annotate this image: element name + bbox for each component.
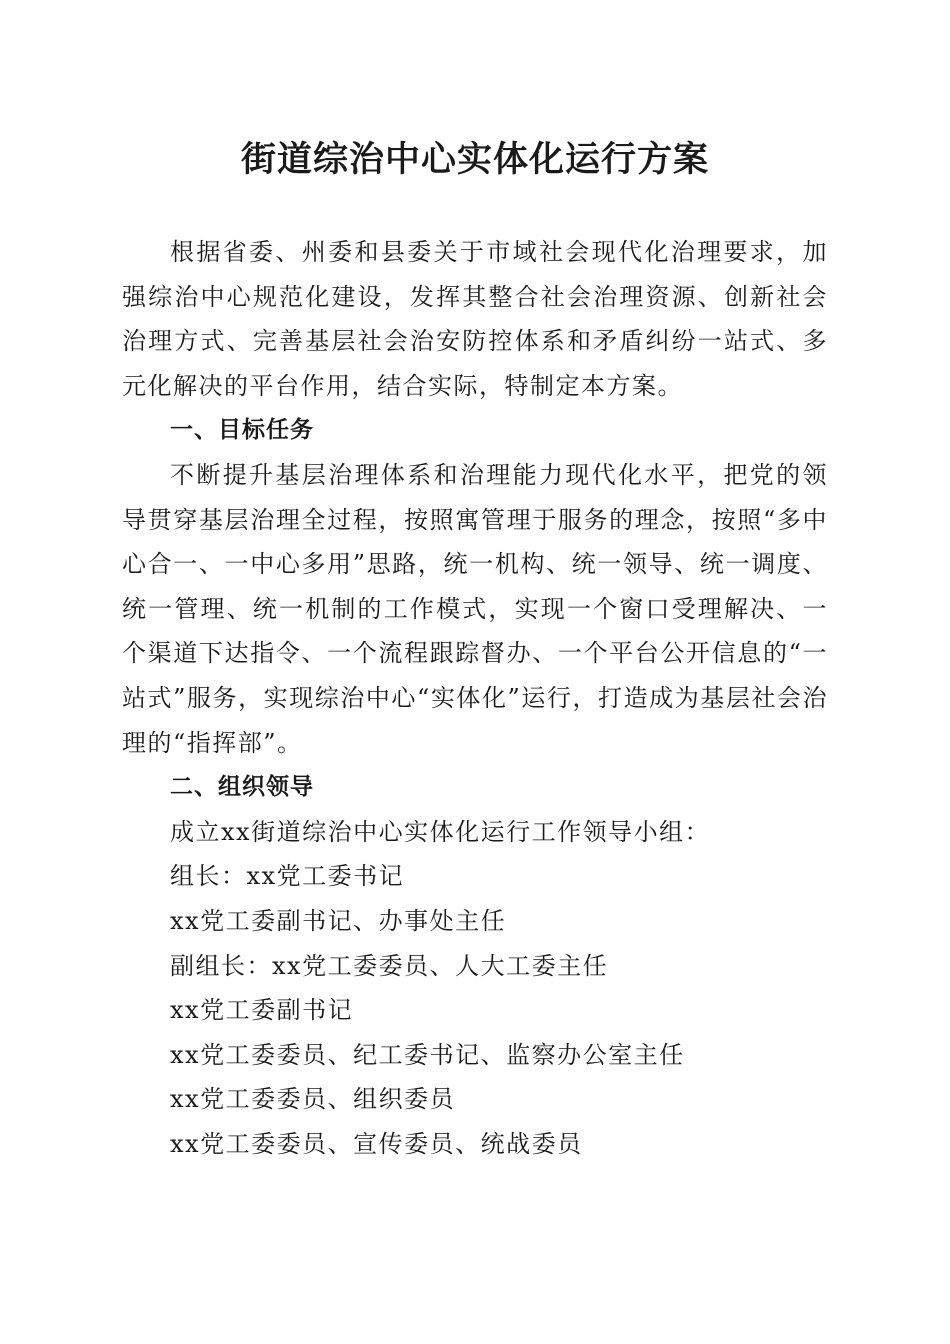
leadership-line: xx党工委委员、纪工委书记、监察办公室主任 [170, 1040, 685, 1069]
leadership-line: 成立xx街道综治中心实体化运行工作领导小组： [170, 817, 711, 846]
leadership-line: xx党工委委员、宣传委员、统战委员 [170, 1129, 583, 1158]
section-heading-goals: 一、目标任务 [170, 417, 314, 444]
leadership-line: xx党工委委员、组织委员 [170, 1085, 456, 1114]
goals-paragraph: 不断提升基层治理体系和治理能力现代化水平，把党的领导贯穿基层治理全过程，按照寓管理于服务的理念，按照“多中心合一、一中心多用”思路，统一机构、统一领导、统一调度、统一管理、统一机制的工作模式，实现一个窗口受理解决、一个渠道下达指令、一个流程跟踪督办、一个平台公开信息的“一站式”服务，实现综治中心“实体化”运行，打造成为基层社会治理的“指挥部”。 [122, 460, 828, 757]
intro-paragraph: 根据省委、州委和县委关于市域社会现代化治理要求，加强综治中心规范化建设，发挥其整合社会治理资源、创新社会治理方式、完善基层社会治安防控体系和矛盾纠纷一站式、多元化解决的平台作用，结合实际，特制定本方案。 [122, 238, 828, 400]
section-heading-leadership: 二、组织领导 [170, 774, 314, 801]
document-body [122, 230, 828, 1166]
document-title: 街道综治中心实体化运行方案 [240, 139, 709, 180]
leadership-line: 副组长：xx党工委委员、人大工委主任 [170, 951, 609, 980]
leadership-line: xx党工委副书记 [170, 996, 354, 1025]
leadership-line: 组长：xx党工委书记 [170, 862, 405, 891]
leadership-line: xx党工委副书记、办事处主任 [170, 906, 507, 935]
